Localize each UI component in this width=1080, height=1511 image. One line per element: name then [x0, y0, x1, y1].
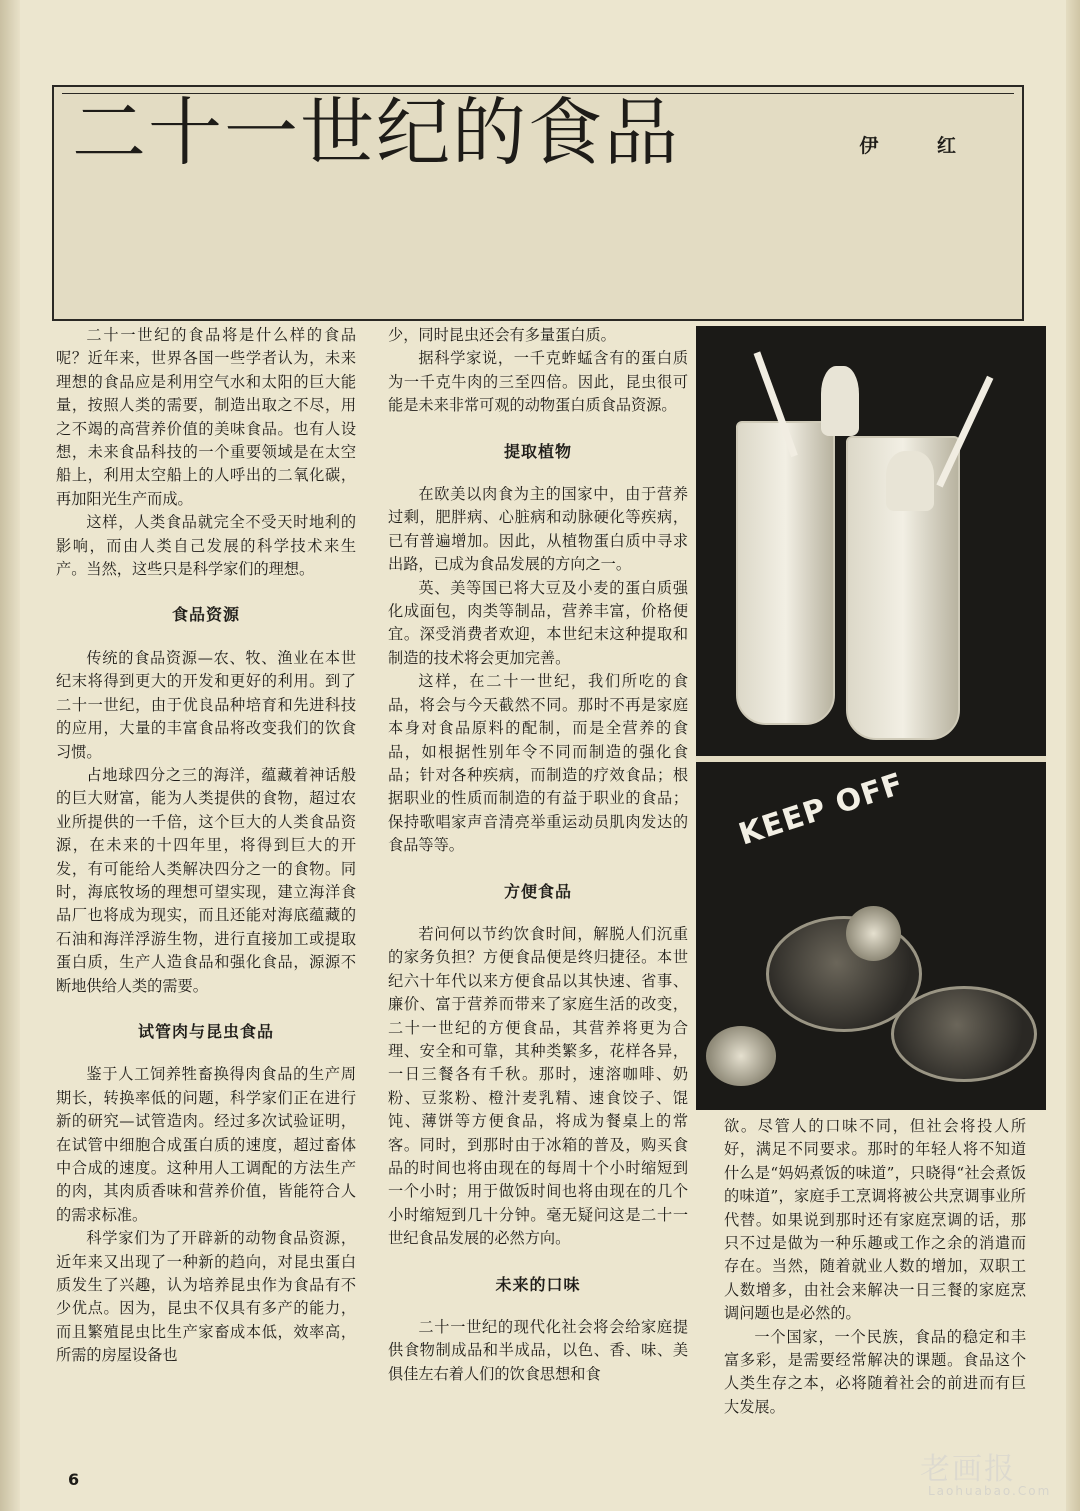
resources-paragraph-1: 传统的食品资源—农、牧、渔业在本世纪末将得到更大的开发和更好的利用。到了二十一世纪，由于优良品种培育和先进科技的应用，大量的丰富食品将改变我们的饮食习惯。: [56, 648, 356, 761]
milkshake-glass-left: [736, 421, 835, 725]
article-author: 伊 红: [859, 135, 982, 157]
food-photo: [696, 326, 1046, 1110]
intro-paragraph-2: 这样，人类食品就完全不受天时地利的影响，而由人类自己发展的科学技术来生产。当然，这些只是科学家们的理想。: [56, 513, 356, 579]
text-column-3: [724, 1115, 1026, 1419]
page-binding-edge: [0, 0, 20, 1511]
taste-paragraph-1: 二十一世纪的现代化社会将会给家庭提供食物制成品和半成品，以色、香、味、美俱佳左右着人们的饮食思想和食: [388, 1318, 688, 1383]
photo-divider: [696, 756, 1046, 762]
cream-bottle-left: [821, 366, 859, 436]
section-heading-meat: 试管肉与昆虫食品: [137, 1021, 274, 1041]
taste-continued: 欲。尽管人的口味不同，但社会将投人所好，满足不同要求。那时的年轻人将不知道什么是“妈妈煮饭的味道”，只晓得“社会煮饭的味道”，家庭手工烹调将被公共烹调事业所代替。如果说到那时还有家庭烹调的话，那只不过是做为一种乐趣或工作之余的消遣而存在。当然，随着就业人数的增加，双职工人数增多，由社会来解决一日三餐的家庭烹调问题也是必然的。: [724, 1117, 1026, 1323]
title-banner: [52, 85, 1024, 321]
plant-paragraph-1: 在欧美以肉食为主的国家中，由于营养过剩，肥胖病、心脏病和动脉硬化等疾病，已有普遍增加。因此，从植物蛋白质中寻求出路，已成为食品发展的方向之一。: [388, 485, 688, 574]
convenient-paragraph-1: 若问何以节约饮食时间，解脱人们沉重的家务负担？方便食品便是终归捷径。本世纪六十年代以来方便食品以其快速、省事、廉价、富于营养而带来了家庭生活的改变，二十一世纪的方便食品，其营养将更为合理、安全和可靠，其种类繁多，花样各异，一日三餐各有千秋。那时，速溶咖啡、奶粉、豆浆粉、橙汁麦乳精、速食饺子、馄饨、薄饼等方便食品，将成为餐桌上的常客。同时，到那时由于冰箱的普及，购买食品的时间也将由现在的每周十个小时缩短到一个小时；用于做饭时间也将由现在的几个小时缩短到几十分钟。毫无疑问这是二十一世纪食品发展的必然方向。: [388, 924, 688, 1248]
straw-right: [936, 376, 993, 488]
serving-dish: [891, 986, 1037, 1082]
plant-paragraph-3: 这样，在二十一世纪，我们所吃的食品，将会与今天截然不同。那时不再是家庭本身对食品原料的配制，而是全营养的食品，如根据性别年令不同而制造的强化食品；针对各种疾病，而制造的疗效食品；根据职业的性质而制造的有益于职业的食品；保持歌唱家声音清亮举重运动员肌肉发达的食品等等。: [388, 672, 688, 855]
section-heading-taste: 未来的口味: [495, 1274, 581, 1294]
text-column-2: [388, 324, 688, 1386]
article-title: 二十一世纪的食品: [72, 90, 680, 176]
meat-paragraph-2: 科学家们为了开辟新的动物食品资源，近年来又出现了一种新的趋向，对昆虫蛋白质发生了兴趣，认为培养昆虫作为食品有不少优点。因为，昆虫不仅具有多产的能力，而且繁殖昆虫比生产家畜成本低，效率高，所需的房屋设备也: [56, 1229, 356, 1365]
taste-paragraph-2: 一个国家，一个民族，食品的稳定和丰富多彩，是需要经常解决的课题。食品这个人类生存之本，必将随着社会的前进而有巨大发展。: [724, 1327, 1026, 1416]
watermark-url: Laohuabao.Com: [928, 1484, 1052, 1498]
cream-bottle-right: [886, 451, 934, 511]
side-bowl: [706, 1026, 776, 1086]
meat-paragraph-1: 鉴于人工饲养牲畜换得肉食品的生产周期长，转换率低的问题，科学家们正在进行新的研究—试管造肉。经过多次试验证明，在试管中细胞合成蛋白质的速度，超过畜体中合成的速度。这种用人工调配的方法生产的肉，其肉质香味和营养价值，皆能符合人的需求标准。: [56, 1065, 356, 1224]
small-bowl: [846, 906, 901, 961]
keep-off-sign: KEEP OFF: [734, 766, 909, 853]
section-heading-plant: 提取植物: [503, 441, 572, 461]
page-number: 6: [68, 1470, 80, 1489]
section-heading-resources: 食品资源: [171, 605, 240, 625]
resources-paragraph-2: 占地球四分之三的海洋，蕴藏着神话般的巨大财富，能为人类提供的食物，超过农业所提供的一千倍，这个巨大的人类食品资源，在未来的十四年里，将得到巨大的开发，有可能给人类解决四分之一的食物。同时，海底牧场的理想可望实现，建立海洋食品厂也将成为现实，而且还能对海底蕴藏的石油和海洋浮游生物，进行直接加工或提取蛋白质，生产人造食品和强化食品，源源不断地供给人类的需要。: [56, 765, 356, 995]
watermark-logo: 老画报: [920, 1452, 1016, 1487]
meat-continued: 少，同时昆虫还会有多量蛋白质。: [388, 326, 616, 344]
page-right-edge: [1066, 0, 1080, 1511]
text-column-1: [56, 324, 356, 1368]
plant-paragraph-2: 英、美等国已将大豆及小麦的蛋白质强化成面包，肉类等制品，营养丰富，价格便宜。深受消费者欢迎，本世纪末这种提取和制造的技术将会更加完善。: [388, 578, 688, 667]
section-heading-convenient: 方便食品: [503, 881, 572, 901]
intro-paragraph-1: 二十一世纪的食品将是什么样的食品呢？近年来，世界各国一些学者认为，未来理想的食品应是利用空气水和太阳的巨大能量，按照人类的需要，制造出取之不尽，用之不竭的高营养价值的美味食品。也有人设想，未来食品科技的一个重要领域是在太空船上，利用太空船上的人呼出的二氧化碳，再加阳光生产而成。: [56, 326, 356, 508]
meat-paragraph-3: 据科学家说，一千克蚱蜢含有的蛋白质为一千克牛肉的三至四倍。因此，昆虫很可能是未来非常可观的动物蛋白质食品资源。: [388, 349, 688, 415]
